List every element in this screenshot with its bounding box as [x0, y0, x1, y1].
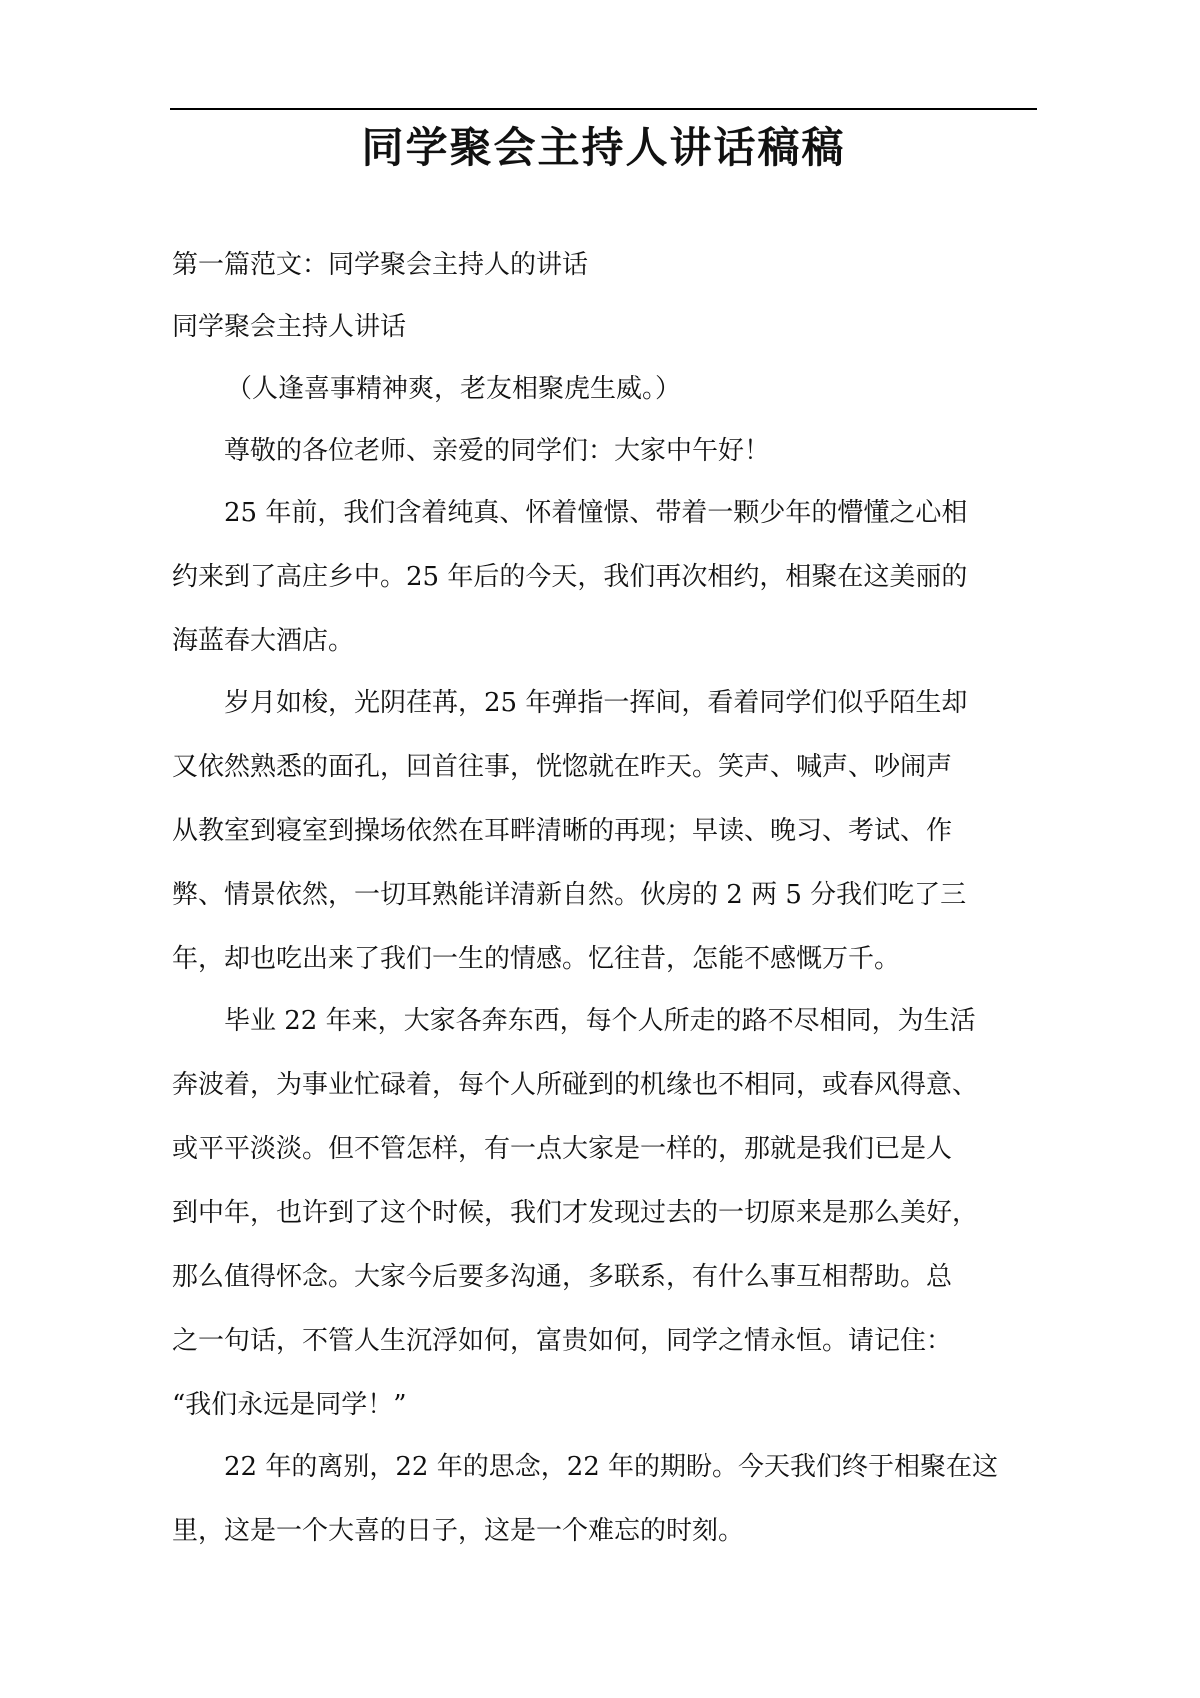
paragraph-1 [172, 493, 1039, 661]
paragraph-line: 约来到了高庄乡中。25 年后的今天，我们再次相约，相聚在这美丽的 [172, 562, 968, 592]
paragraph-line: 毕业 22 年来，大家各奔东西，每个人所走的路不尽相同，为生活 [224, 1006, 976, 1036]
greeting-paragraph: 尊敬的各位老师、亲爱的同学们：大家中午好！ [224, 436, 771, 466]
paragraph-line: 年，却也吃出来了我们一生的情感。忆往昔，怎能不感慨万千。 [172, 944, 901, 974]
paragraph-line: 奔波着，为事业忙碌着，每个人所碰到的机缘也不相同，或春风得意、 [172, 1070, 979, 1100]
paragraph-line: 岁月如梭，光阴荏苒，25 年弹指一挥间，看着同学们似乎陌生却 [224, 688, 968, 718]
document-body [172, 245, 1039, 1573]
header-rule [170, 108, 1037, 110]
paragraph-4 [172, 1447, 1039, 1551]
paragraph-line: 之一句话，不管人生沉浮如何，富贵如何，同学之情永恒。请记住： [172, 1326, 953, 1356]
paragraph-line: 到中年，也许到了这个时候，我们才发现过去的一切原来是那么美好， [172, 1198, 979, 1228]
paragraph-line: 海蓝春大酒店。 [172, 626, 355, 656]
paragraph-line: 25 年前，我们含着纯真、怀着憧憬、带着一颗少年的懵懂之心相 [224, 498, 968, 528]
paragraph-line: 弊、情景依然，一切耳熟能详清新自然。伙房的 2 两 5 分我们吃了三 [172, 880, 967, 910]
paragraph-2 [172, 683, 1039, 979]
paragraph-line: 里，这是一个大喜的日子，这是一个难忘的时刻。 [172, 1516, 745, 1546]
paragraph-line: 或平平淡淡。但不管怎样，有一点大家是一样的，那就是我们已是人 [172, 1134, 953, 1164]
section-heading: 第一篇范文：同学聚会主持人的讲话 [172, 250, 589, 280]
motto-line: （人逢喜事精神爽，老友相聚虎生威。） [226, 374, 682, 404]
speech-heading: 同学聚会主持人讲话 [172, 312, 407, 342]
document-title: 同学聚会主持人讲话稿稿 [361, 123, 846, 172]
paragraph-3 [172, 1001, 1039, 1425]
paragraph-line: “我们永远是同学！” [172, 1390, 407, 1420]
paragraph-line: 从教室到寝室到操场依然在耳畔清晰的再现；早读、晚习、考试、作 [172, 816, 953, 846]
paragraph-line: 22 年的离别，22 年的思念，22 年的期盼。今天我们终于相聚在这 [224, 1452, 999, 1482]
paragraph-line: 又依然熟悉的面孔，回首往事，恍惚就在昨天。笑声、喊声、吵闹声 [172, 752, 953, 782]
paragraph-line: 那么值得怀念。大家今后要多沟通，多联系，有什么事互相帮助。总 [172, 1262, 953, 1292]
